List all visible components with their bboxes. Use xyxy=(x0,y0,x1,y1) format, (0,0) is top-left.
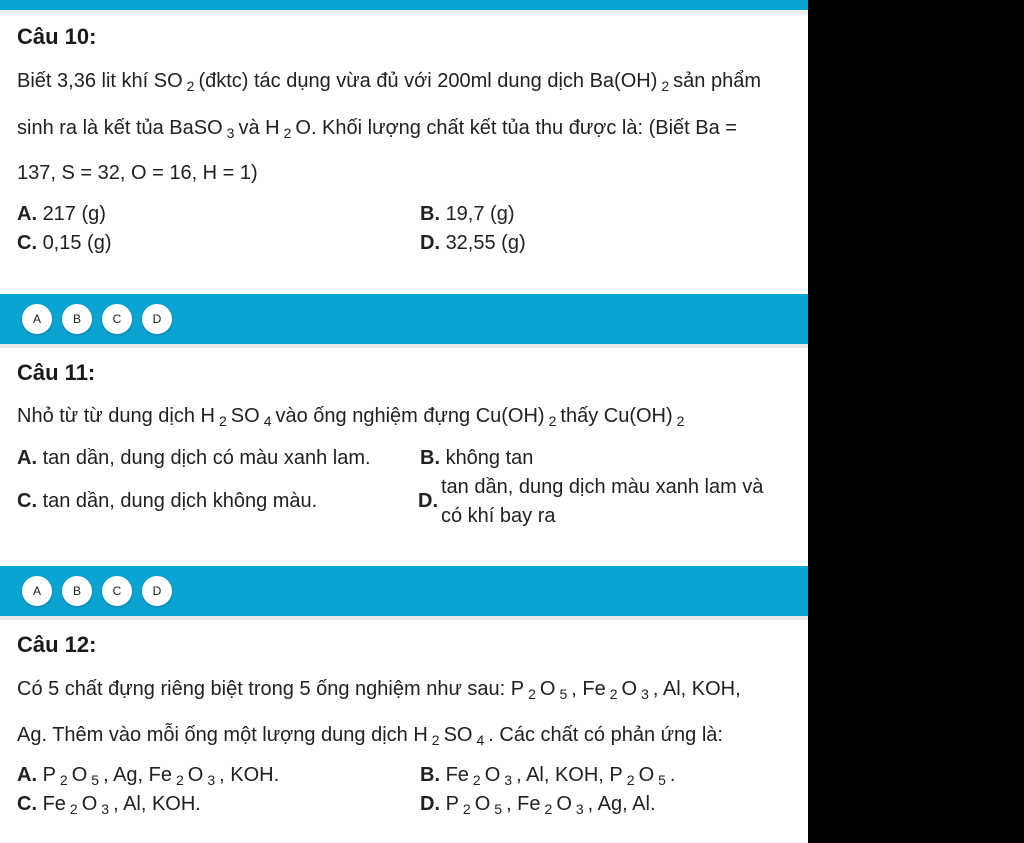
question-11-option-d-letter[interactable]: D. xyxy=(418,490,438,512)
divider xyxy=(0,616,808,620)
answer-button-b[interactable]: B xyxy=(62,304,92,334)
question-11-text-line-1: Nhỏ từ từ dung dịch H $_2$ SO $_4$ vào ống nghiệm đựng Cu(OH) $_2$ thấy Cu(OH) $_2$ xyxy=(17,405,685,429)
answer-button-d[interactable]: D xyxy=(142,576,172,606)
answer-button-c[interactable]: C xyxy=(102,304,132,334)
question-12-title: Câu 12: xyxy=(17,632,97,657)
question-11-option-a[interactable]: A. tan dần, dung dịch có màu xanh lam. xyxy=(17,447,371,469)
answer-button-c[interactable]: C xyxy=(102,576,132,606)
question-10-title: Câu 10: xyxy=(17,24,97,49)
answer-bar-question-11 xyxy=(0,566,808,616)
question-12-text-line-2: Ag. Thêm vào mỗi ống một lượng dung dịch H $_2$ SO $_4$ . Các chất có phản ứng là: xyxy=(17,724,723,748)
answer-bar-question-10 xyxy=(0,294,808,344)
divider xyxy=(0,10,808,14)
answer-button-a[interactable]: A xyxy=(22,304,52,334)
question-12-option-a[interactable]: A. P $_2$ O $_5$ , Ag, Fe $_2$ O $_3$ , KOH. xyxy=(17,764,280,788)
question-10-text-line-1: Biết 3,36 lit khí SO $_2$ (đktc) tác dụng vừa đủ với 200ml dung dịch Ba(OH) $_2$ sản phẩm xyxy=(17,70,762,94)
question-11-title: Câu 11: xyxy=(17,360,96,385)
question-12-option-b[interactable]: B. Fe $_2$ O $_3$ , Al, KOH, P $_2$ O $_5$ . xyxy=(420,764,676,788)
question-12-option-d[interactable]: D. P $_2$ O $_5$ , Fe $_2$ O $_3$ , Ag, Al. xyxy=(420,793,656,817)
question-11-option-c[interactable]: C. tan dần, dung dịch không màu. xyxy=(17,490,318,512)
question-10-option-a[interactable]: A. 217 (g) xyxy=(17,203,106,225)
question-10-option-c[interactable]: C. 0,15 (g) xyxy=(17,232,112,254)
top-answer-bar xyxy=(0,0,808,10)
answer-button-a[interactable]: A xyxy=(22,576,52,606)
question-12-text-line-1: Có 5 chất đựng riêng biệt trong 5 ống nghiệm như sau: P $_2$ O $_5$ , Fe $_2$ O $_3$ , Al, KOH, xyxy=(17,678,741,702)
question-10-text-line-3: 137, S = 32, O = 16, H = 1) xyxy=(17,162,258,184)
answer-button-b[interactable]: B xyxy=(62,576,92,606)
question-11-option-d[interactable]: tan dần, dung dịch màu xanh lam và có khí bay ra xyxy=(441,476,764,527)
question-10-text-line-2: sinh ra là kết tủa BaSO $_3$ và H $_2$ O. Khối lượng chất kết tủa thu được là: (Biết Ba = xyxy=(17,117,737,141)
question-10-option-d[interactable]: D. 32,55 (g) xyxy=(420,232,526,254)
answer-button-d[interactable]: D xyxy=(142,304,172,334)
question-11-option-b[interactable]: B. không tan xyxy=(420,447,534,469)
divider xyxy=(0,344,808,348)
question-12-option-c[interactable]: C. Fe $_2$ O $_3$ , Al, KOH. xyxy=(17,793,201,817)
question-10-option-b[interactable]: B. 19,7 (g) xyxy=(420,203,515,225)
